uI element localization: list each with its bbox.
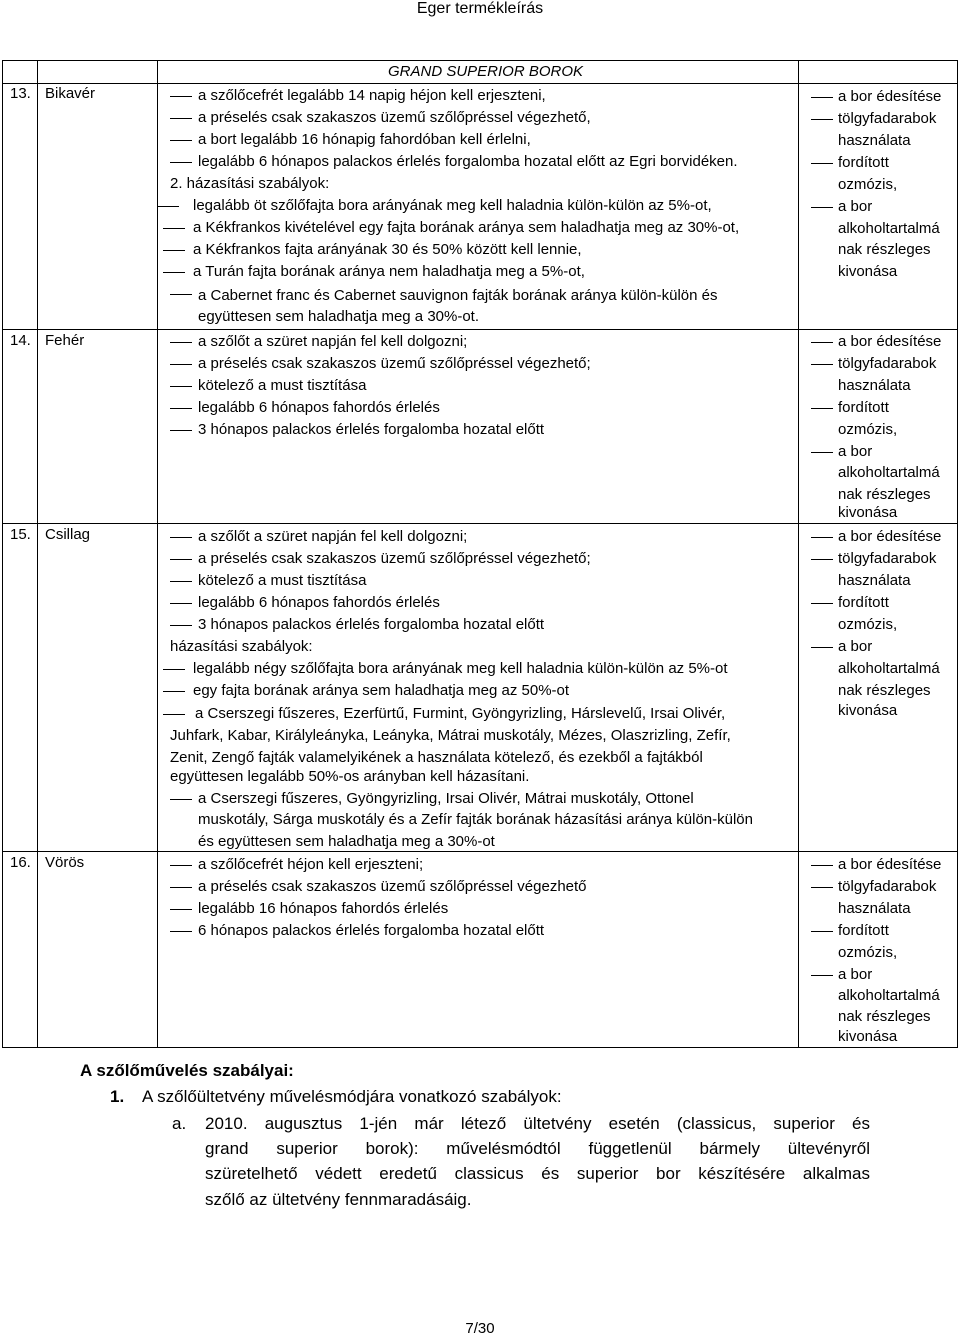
prohibition-item: kivonása [838, 263, 898, 280]
subitem-line: szőlő az ültetvény fennmaradásáig. [205, 1190, 472, 1209]
row-number: 16. [10, 854, 31, 871]
bullet-dash [811, 452, 833, 453]
prohibition-item: tölgyfadarabok [838, 110, 937, 127]
rule-item: a bort legalább 16 hónapig fahordóban kell érlelni, [198, 131, 531, 148]
bullet-dash [170, 408, 192, 409]
bullet-dash [170, 931, 192, 932]
subrule-item: egy fajta borának aránya sem haladhatja meg az 50%-ot [193, 682, 570, 699]
prohibition-item: a bor édesítése [838, 333, 942, 350]
bullet-dash [811, 119, 833, 120]
prohibition-item: fordított [838, 399, 889, 416]
item-number: 1. [110, 1087, 125, 1106]
prohibition-item: alkoholtartalmá [838, 660, 940, 677]
page-number-text: 7/30 [465, 1320, 495, 1337]
prohibition-item: ozmózis, [838, 616, 898, 633]
bullet-dash [811, 342, 833, 343]
rule-item: a préselés csak szakaszos üzemű szőlőpréssel végezhető [198, 878, 587, 895]
wine-name: Bikavér [45, 85, 96, 102]
subrule-item: Juhfark, Kabar, Királyleányka, Leányka, Mátrai muskotály, Mézes, Olaszrizling, Zefír, [170, 727, 731, 744]
bullet-dash [811, 559, 833, 560]
prohibition-item: ozmózis, [838, 421, 898, 438]
bullet-dash [811, 975, 833, 976]
rule-item: a szőlőcefrét héjon kell erjeszteni; [198, 856, 424, 873]
prohibition-item: fordított [838, 594, 889, 611]
row-divider [3, 83, 957, 84]
row-number: 13. [10, 85, 31, 102]
prohibition-item: tölgyfadarabok [838, 878, 937, 895]
prohibition-item: a bor édesítése [838, 528, 942, 545]
prohibition-item: nak részleges [838, 1008, 931, 1025]
subheading: házasítási szabályok: [170, 638, 313, 655]
rule-item: a szőlőt a szüret napján fel kell dolgozni; [198, 528, 468, 545]
column-divider [157, 61, 158, 1047]
subheading: 2. házasítási szabályok: [170, 175, 330, 192]
subrule-item: Zenit, Zengő fajták valamelyikének a használata kötelező, és ezekből a fajtákból [170, 749, 703, 766]
subrule-item: legalább négy szőlőfajta bora arányának meg kell haladnia külön-külön az 5%-ot [193, 660, 728, 677]
prohibition-item: a bor [838, 198, 873, 215]
page-header [0, 0, 960, 18]
rule-item: 6 hónapos palackos érlelés forgalomba hozatal előtt [198, 922, 545, 939]
prohibition-item: ozmózis, [838, 944, 898, 961]
wine-name: Csillag [45, 526, 91, 543]
prohibition-item: fordított [838, 154, 889, 171]
prohibition-item: használata [838, 132, 911, 149]
prohibition-item: nak részleges [838, 241, 931, 258]
bullet-dash [170, 140, 192, 141]
bullet-dash [170, 386, 192, 387]
bullet-dash [170, 909, 192, 910]
wine-name: Vörös [45, 854, 85, 871]
table-caption: GRAND SUPERIOR BOROK [388, 63, 584, 80]
rule-item: kötelező a must tisztítása [198, 377, 367, 394]
bullet-dash [811, 647, 833, 648]
bullet-dash [811, 537, 833, 538]
item-text: A szőlőültetvény művelésmódjára vonatkozó szabályok: [142, 1087, 562, 1106]
bullet-dash [170, 887, 192, 888]
subrule-item: a Cabernet franc és Cabernet sauvignon fajták borának aránya külön-külön és [198, 287, 718, 304]
prohibition-item: tölgyfadarabok [838, 550, 937, 567]
bullet-dash [163, 228, 185, 229]
bullet-dash [163, 714, 185, 715]
bullet-dash [163, 272, 185, 273]
bullet-dash [163, 250, 185, 251]
bullet-dash [811, 931, 833, 932]
subrule-item: a Kékfrankos kivételével egy fajta borának aránya sem haladhatja meg az 30%-ot, [193, 219, 740, 236]
bullet-dash [170, 118, 192, 119]
prohibition-item: a bor [838, 966, 873, 983]
subrule-item: a Turán fajta borának aránya nem haladhatja meg a 5%-ot, [193, 263, 585, 280]
subrule-item: együttesen sem haladhatja meg a 30%-ot. [198, 308, 480, 325]
row-divider [3, 523, 957, 524]
column-divider [37, 61, 38, 1047]
row-number: 15. [10, 526, 31, 543]
rule-item: 3 hónapos palackos érlelés forgalomba hozatal előtt [198, 421, 545, 438]
page-number [0, 1320, 960, 1337]
prohibition-item: a bor édesítése [838, 856, 942, 873]
subrule-item: legalább öt szőlőfajta bora arányának meg kell haladnia külön-külön az 5%-ot, [193, 197, 712, 214]
bullet-dash [811, 865, 833, 866]
bullet-dash [163, 669, 185, 670]
bullet-dash [170, 625, 192, 626]
subrule-item: a Kékfrankos fajta arányának 30 és 50% között kell lennie, [193, 241, 582, 258]
bullet-dash [811, 408, 833, 409]
rule-item: a préselés csak szakaszos üzemű szőlőpréssel végezhető; [198, 355, 591, 372]
bullet-dash [811, 887, 833, 888]
bullet-dash [170, 799, 192, 800]
prohibition-item: tölgyfadarabok [838, 355, 937, 372]
bullet-dash [170, 865, 192, 866]
rule-item: legalább 6 hónapos fahordós érlelés [198, 399, 440, 416]
prohibition-item: a bor [838, 638, 873, 655]
rule-item: a szőlőt a szüret napján fel kell dolgozni; [198, 333, 468, 350]
rule-item: a préselés csak szakaszos üzemű szőlőpréssel végezhető, [198, 109, 591, 126]
bullet-dash [170, 603, 192, 604]
bullet-dash [157, 206, 179, 207]
prohibition-item: kivonása [838, 1028, 898, 1045]
prohibition-item: kivonása [838, 702, 898, 719]
bullet-dash [170, 294, 192, 295]
subrule-item: és együttesen sem haladhatja meg a 30%-ot [198, 833, 495, 850]
section-heading: A szőlőművelés szabályai: [80, 1061, 294, 1080]
row-number: 14. [10, 332, 31, 349]
wine-rules-table [2, 60, 958, 1048]
subrule-item: a Cserszegi fűszeres, Gyöngyrizling, Irsai Olivér, Mátrai muskotály, Ottonel [198, 790, 694, 807]
wine-name: Fehér [45, 332, 85, 349]
subitem-line: 2010. augusztus 1-jén már létező ültetvény esetén (classicus, superior és [205, 1114, 870, 1133]
prohibition-item: alkoholtartalmá [838, 220, 940, 237]
subitem-line: grand superior borok): művelésmódtól függetlenül bármely ültevényről [205, 1139, 870, 1158]
rule-item: legalább 6 hónapos palackos érlelés forgalomba hozatal előtt az Egri borvidéken. [198, 153, 738, 170]
prohibition-item: alkoholtartalmá [838, 464, 940, 481]
bullet-dash [811, 364, 833, 365]
rule-item: a préselés csak szakaszos üzemű szőlőpréssel végezhető; [198, 550, 591, 567]
prohibition-item: kivonása [838, 504, 898, 521]
bullet-dash [163, 691, 185, 692]
subitem-line: szüretelhető védett eredetű classicus és superior bor készítésére alkalmas [205, 1164, 870, 1183]
prohibition-item: használata [838, 900, 911, 917]
bullet-dash [811, 97, 833, 98]
prohibition-item: a bor [838, 443, 873, 460]
row-divider [3, 329, 957, 330]
bullet-dash [170, 537, 192, 538]
bullet-dash [170, 342, 192, 343]
bullet-dash [170, 162, 192, 163]
header-title: Eger termékleírás [416, 0, 544, 17]
rule-item: legalább 16 hónapos fahordós érlelés [198, 900, 449, 917]
bullet-dash [811, 207, 833, 208]
rule-item: a szőlőcefrét legalább 14 napig héjon kell erjeszteni, [198, 87, 546, 104]
column-divider [798, 61, 799, 1047]
prohibition-item: használata [838, 572, 911, 589]
prohibition-item: a bor édesítése [838, 88, 942, 105]
bullet-dash [811, 603, 833, 604]
subitem-letter: a. [172, 1114, 187, 1133]
subrule-item: muskotály, Sárga muskotály és a Zefír fajták borának házasítási aránya külön-külön [198, 811, 753, 828]
prohibition-item: nak részleges [838, 682, 931, 699]
rule-item: 3 hónapos palackos érlelés forgalomba hozatal előtt [198, 616, 545, 633]
bullet-dash [170, 581, 192, 582]
bullet-dash [170, 559, 192, 560]
prohibition-item: fordított [838, 922, 889, 939]
bullet-dash [170, 96, 192, 97]
rule-item: kötelező a must tisztítása [198, 572, 367, 589]
prohibition-item: használata [838, 377, 911, 394]
prohibition-item: alkoholtartalmá [838, 987, 940, 1004]
bullet-dash [170, 430, 192, 431]
subrule-item: a Cserszegi fűszeres, Ezerfürtű, Furmint, Gyöngyrizling, Hárslevelű, Irsai Olivér, [195, 705, 726, 722]
prohibition-item: ozmózis, [838, 176, 898, 193]
rule-item: legalább 6 hónapos fahordós érlelés [198, 594, 440, 611]
bullet-dash [170, 364, 192, 365]
bullet-dash [811, 163, 833, 164]
subrule-item: együttesen legalább 50%-os arányban kell házasítani. [170, 768, 530, 785]
prohibition-item: nak részleges [838, 486, 931, 503]
